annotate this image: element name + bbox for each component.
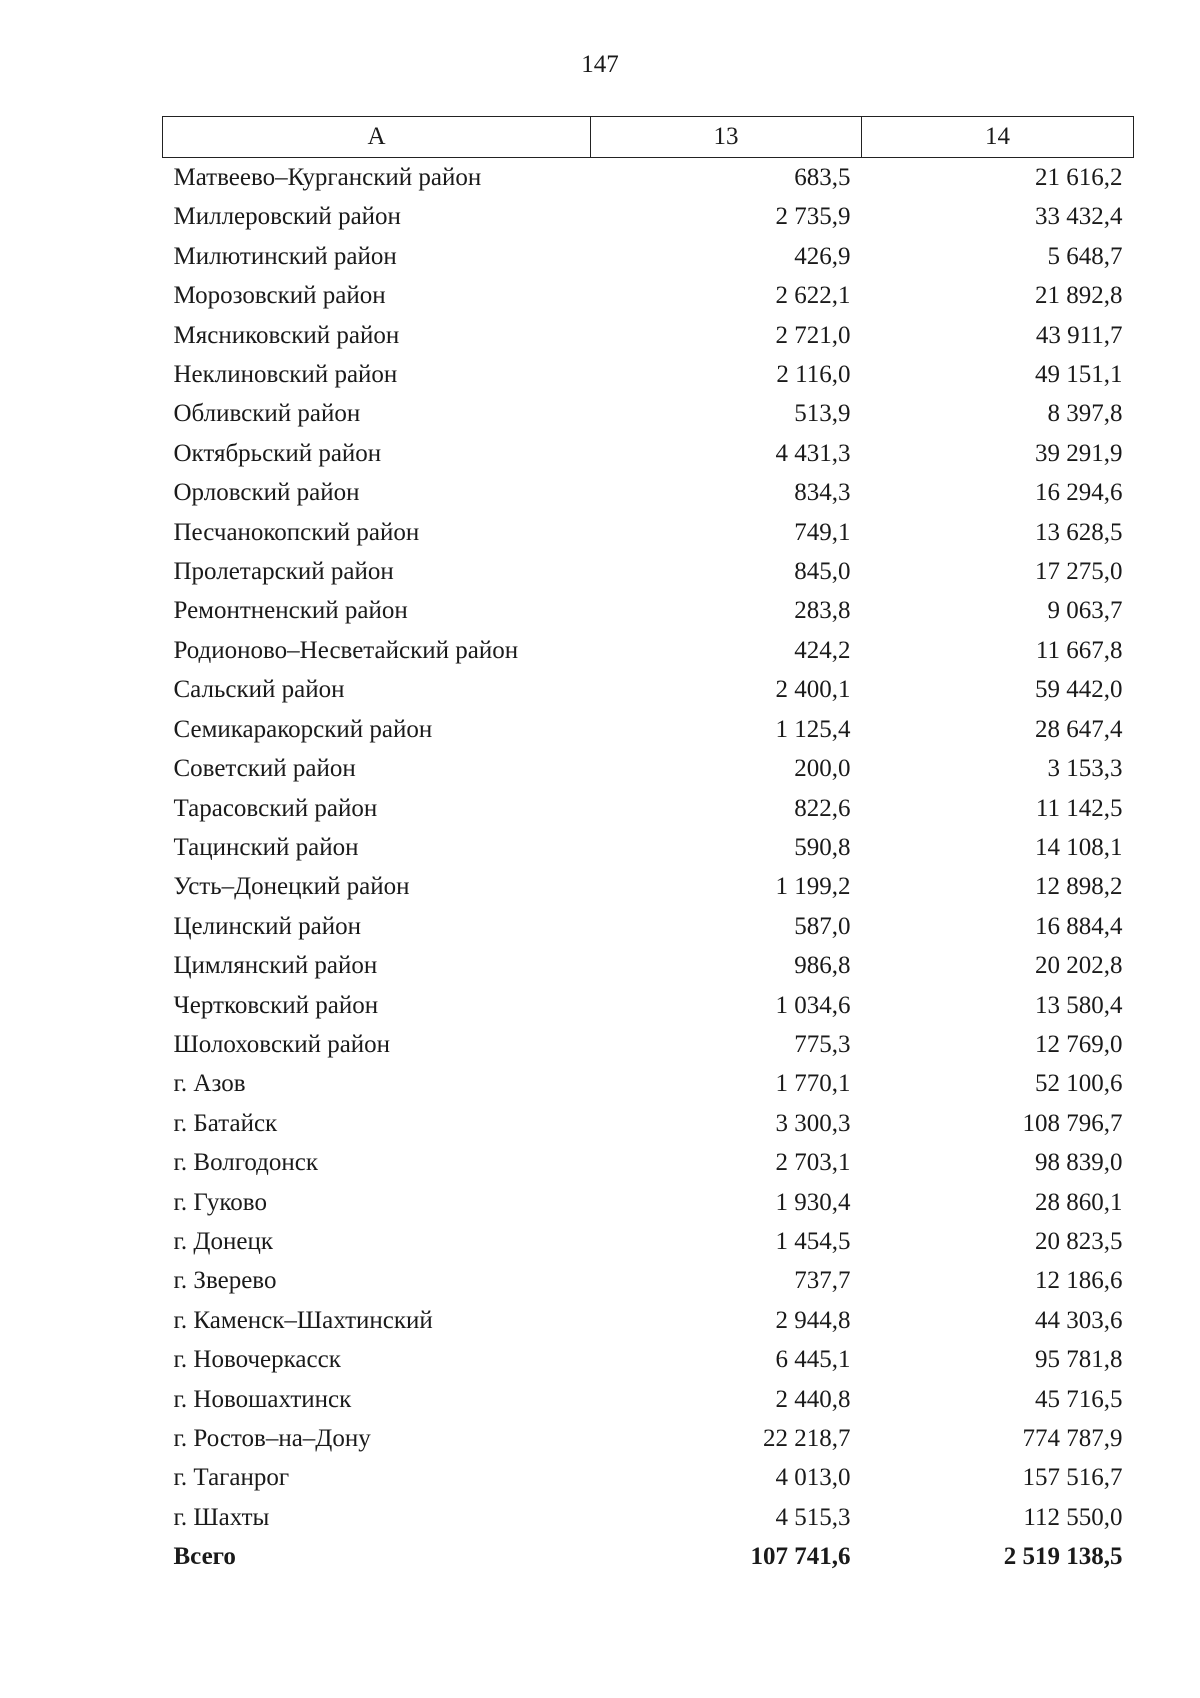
cell-col-13: 2 944,8 bbox=[775, 1306, 851, 1334]
page-number: 147 bbox=[581, 51, 619, 78]
cell-col-13: 1 125,4 bbox=[775, 715, 851, 743]
table-row bbox=[163, 591, 1134, 630]
table-row bbox=[163, 197, 1134, 236]
cell-col-14: 3 153,3 bbox=[1047, 755, 1123, 783]
cell-col-13: 4 431,3 bbox=[775, 439, 851, 467]
cell-name: г. Новошахтинск bbox=[173, 1385, 352, 1413]
cell-name: Семикаракорский район bbox=[173, 715, 433, 743]
cell-col-13: 2 400,1 bbox=[775, 676, 851, 704]
cell-col-14: 11 667,8 bbox=[1035, 636, 1123, 664]
cell-name: г. Таганрог bbox=[173, 1464, 290, 1492]
cell-col-13: 822,6 bbox=[794, 794, 851, 822]
table-row bbox=[163, 434, 1134, 473]
cell-name: г. Азов bbox=[173, 1070, 246, 1098]
cell-col-13: 2 721,0 bbox=[775, 321, 851, 349]
table-row bbox=[163, 946, 1134, 985]
cell-col-13: 834,3 bbox=[794, 479, 851, 507]
table-row bbox=[163, 513, 1134, 552]
cell-col-14: 20 202,8 bbox=[1035, 952, 1123, 980]
cell-col-13: 1 199,2 bbox=[775, 873, 851, 901]
cell-col-13: 1 454,5 bbox=[775, 1227, 851, 1255]
cell-col-14: 21 616,2 bbox=[1035, 164, 1123, 191]
cell-col-14: 8 397,8 bbox=[1047, 400, 1123, 428]
cell-name: г. Волгодонск bbox=[173, 1149, 319, 1177]
cell-col-13: 3 300,3 bbox=[775, 1109, 851, 1137]
cell-name: Чертковский район bbox=[173, 991, 379, 1019]
cell-col-14: 11 142,5 bbox=[1035, 794, 1123, 822]
cell-name: Всего bbox=[173, 1543, 236, 1571]
cell-col-14: 28 860,1 bbox=[1035, 1188, 1123, 1216]
cell-col-14: 13 580,4 bbox=[1035, 991, 1123, 1019]
cell-col-14: 12 898,2 bbox=[1035, 873, 1123, 901]
cell-name: Сальский район bbox=[173, 676, 345, 704]
cell-col-14: 21 892,8 bbox=[1035, 282, 1123, 310]
cell-name: г. Шахты bbox=[173, 1503, 270, 1531]
cell-col-14: 44 303,6 bbox=[1035, 1306, 1123, 1334]
table-row bbox=[163, 355, 1134, 394]
table-header bbox=[163, 117, 1134, 158]
header-cell-name: А bbox=[163, 117, 591, 158]
table-row bbox=[163, 1380, 1134, 1419]
cell-col-13: 2 440,8 bbox=[775, 1385, 851, 1413]
table-row bbox=[163, 828, 1134, 867]
cell-col-14: 52 100,6 bbox=[1035, 1070, 1123, 1098]
cell-col-13: 590,8 bbox=[794, 833, 851, 861]
cell-col-14: 14 108,1 bbox=[1035, 833, 1123, 861]
table-row bbox=[163, 670, 1134, 709]
cell-name: Песчанокопский район bbox=[173, 518, 420, 546]
table-row bbox=[163, 1458, 1134, 1497]
cell-name: г. Донецк bbox=[173, 1227, 273, 1255]
cell-col-14: 17 275,0 bbox=[1035, 558, 1123, 586]
table-body bbox=[163, 158, 1134, 1577]
cell-name: г. Новочеркасск bbox=[173, 1346, 341, 1374]
cell-name: Тарасовский район bbox=[173, 794, 378, 822]
table-row bbox=[163, 1025, 1134, 1064]
cell-col-13: 1 034,6 bbox=[775, 991, 851, 1019]
cell-col-13: 775,3 bbox=[794, 1030, 851, 1058]
cell-col-14: 45 716,5 bbox=[1035, 1385, 1123, 1413]
cell-col-13: 4 515,3 bbox=[775, 1503, 851, 1531]
cell-col-14: 774 787,9 bbox=[1022, 1425, 1123, 1452]
cell-col-13: 283,8 bbox=[794, 597, 851, 625]
cell-col-14: 28 647,4 bbox=[1035, 715, 1123, 743]
cell-name: Милютинский район bbox=[173, 242, 397, 270]
cell-col-14: 20 823,5 bbox=[1035, 1227, 1123, 1255]
data-table bbox=[162, 116, 1134, 1577]
cell-col-13: 845,0 bbox=[794, 558, 851, 586]
cell-col-13: 2 622,1 bbox=[775, 282, 851, 310]
table-row bbox=[163, 1143, 1134, 1182]
cell-col-14: 5 648,7 bbox=[1047, 242, 1123, 270]
cell-col-13: 683,5 bbox=[794, 164, 851, 191]
cell-col-14: 112 550,0 bbox=[1023, 1503, 1123, 1531]
cell-col-13: 107 741,6 bbox=[750, 1543, 851, 1571]
table-row bbox=[163, 710, 1134, 749]
cell-col-14: 16 884,4 bbox=[1035, 912, 1123, 940]
cell-col-13: 1 770,1 bbox=[775, 1070, 851, 1098]
cell-col-13: 424,2 bbox=[794, 636, 851, 664]
cell-name: Целинский район bbox=[173, 912, 361, 940]
table-row bbox=[163, 789, 1134, 828]
cell-col-14: 95 781,8 bbox=[1035, 1346, 1123, 1374]
cell-col-13: 986,8 bbox=[794, 952, 851, 980]
cell-col-14: 33 432,4 bbox=[1035, 203, 1123, 231]
cell-name: г. Гуково bbox=[173, 1188, 267, 1216]
cell-col-13: 426,9 bbox=[794, 242, 851, 270]
cell-name: Орловский район bbox=[173, 479, 360, 507]
cell-name: Морозовский район bbox=[173, 282, 386, 310]
cell-col-14: 59 442,0 bbox=[1035, 676, 1123, 704]
cell-name: Обливский район bbox=[173, 400, 361, 428]
cell-col-14: 108 796,7 bbox=[1022, 1109, 1123, 1137]
table-row bbox=[163, 316, 1134, 355]
cell-col-13: 6 445,1 bbox=[775, 1346, 851, 1374]
table-row bbox=[163, 158, 1134, 198]
cell-col-14: 13 628,5 bbox=[1035, 518, 1123, 546]
table-row bbox=[163, 394, 1134, 433]
cell-col-13: 587,0 bbox=[794, 912, 851, 940]
cell-name: Родионово–Несветайский район bbox=[173, 636, 519, 664]
table-row bbox=[163, 1261, 1134, 1300]
cell-col-13: 22 218,7 bbox=[763, 1425, 851, 1452]
cell-col-13: 737,7 bbox=[794, 1267, 851, 1295]
cell-name: Шолоховский район bbox=[173, 1030, 391, 1058]
cell-name: Советский район bbox=[173, 755, 356, 783]
table-row bbox=[163, 1104, 1134, 1143]
cell-name: Цимлянский район bbox=[173, 952, 378, 980]
cell-name: Миллеровский район bbox=[173, 203, 401, 231]
cell-name: г. Ростов–на–Дону bbox=[173, 1425, 371, 1452]
cell-col-13: 2 735,9 bbox=[775, 203, 851, 231]
cell-name: Матвеево–Курганский район bbox=[173, 164, 482, 191]
cell-col-14: 12 769,0 bbox=[1035, 1030, 1123, 1058]
cell-name: Неклиновский район bbox=[173, 361, 398, 389]
header-cell-14: 14 bbox=[862, 117, 1134, 158]
table-row bbox=[163, 552, 1134, 591]
header-row bbox=[163, 117, 1134, 158]
table-row bbox=[163, 986, 1134, 1025]
cell-name: Мясниковский район bbox=[173, 321, 400, 349]
cell-col-13: 2 116,0 bbox=[776, 361, 851, 389]
table-row bbox=[163, 867, 1134, 906]
cell-col-14: 12 186,6 bbox=[1035, 1267, 1123, 1295]
table-row bbox=[163, 1419, 1134, 1458]
cell-col-14: 9 063,7 bbox=[1047, 597, 1123, 625]
cell-name: Пролетарский район bbox=[173, 558, 394, 586]
table-row bbox=[163, 749, 1134, 788]
cell-name: Октябрьский район bbox=[173, 439, 382, 467]
cell-col-14: 16 294,6 bbox=[1035, 479, 1123, 507]
cell-col-13: 2 703,1 bbox=[775, 1149, 851, 1177]
table-row bbox=[163, 1183, 1134, 1222]
cell-col-14: 157 516,7 bbox=[1022, 1464, 1123, 1492]
cell-col-14: 98 839,0 bbox=[1035, 1149, 1123, 1177]
cell-col-13: 200,0 bbox=[794, 755, 851, 783]
cell-col-14: 39 291,9 bbox=[1035, 439, 1123, 467]
table-row bbox=[163, 276, 1134, 315]
cell-col-14: 49 151,1 bbox=[1035, 361, 1123, 389]
table-row bbox=[163, 631, 1134, 670]
table-row bbox=[163, 1222, 1134, 1261]
table-row bbox=[163, 1064, 1134, 1103]
cell-col-14: 43 911,7 bbox=[1035, 321, 1123, 349]
table-row bbox=[163, 237, 1134, 276]
cell-name: г. Батайск bbox=[173, 1109, 278, 1137]
header-cell-13: 13 bbox=[591, 117, 862, 158]
cell-col-14: 2 519 138,5 bbox=[1003, 1543, 1123, 1571]
cell-col-13: 4 013,0 bbox=[775, 1464, 851, 1492]
cell-col-13: 749,1 bbox=[794, 518, 851, 546]
table-row bbox=[163, 1340, 1134, 1379]
table-row bbox=[163, 1498, 1134, 1537]
cell-name: Усть–Донецкий район bbox=[173, 873, 410, 901]
table-row bbox=[163, 473, 1134, 512]
cell-name: Тацинский район bbox=[173, 833, 359, 861]
cell-name: г. Зверево bbox=[173, 1267, 277, 1295]
cell-name: Ремонтненский район bbox=[173, 597, 408, 625]
cell-col-13: 1 930,4 bbox=[775, 1188, 851, 1216]
table-row bbox=[163, 907, 1134, 946]
table-row bbox=[163, 1301, 1134, 1340]
cell-name: г. Каменск–Шахтинский bbox=[173, 1306, 433, 1334]
cell-col-13: 513,9 bbox=[794, 400, 851, 428]
total-row bbox=[163, 1537, 1134, 1576]
